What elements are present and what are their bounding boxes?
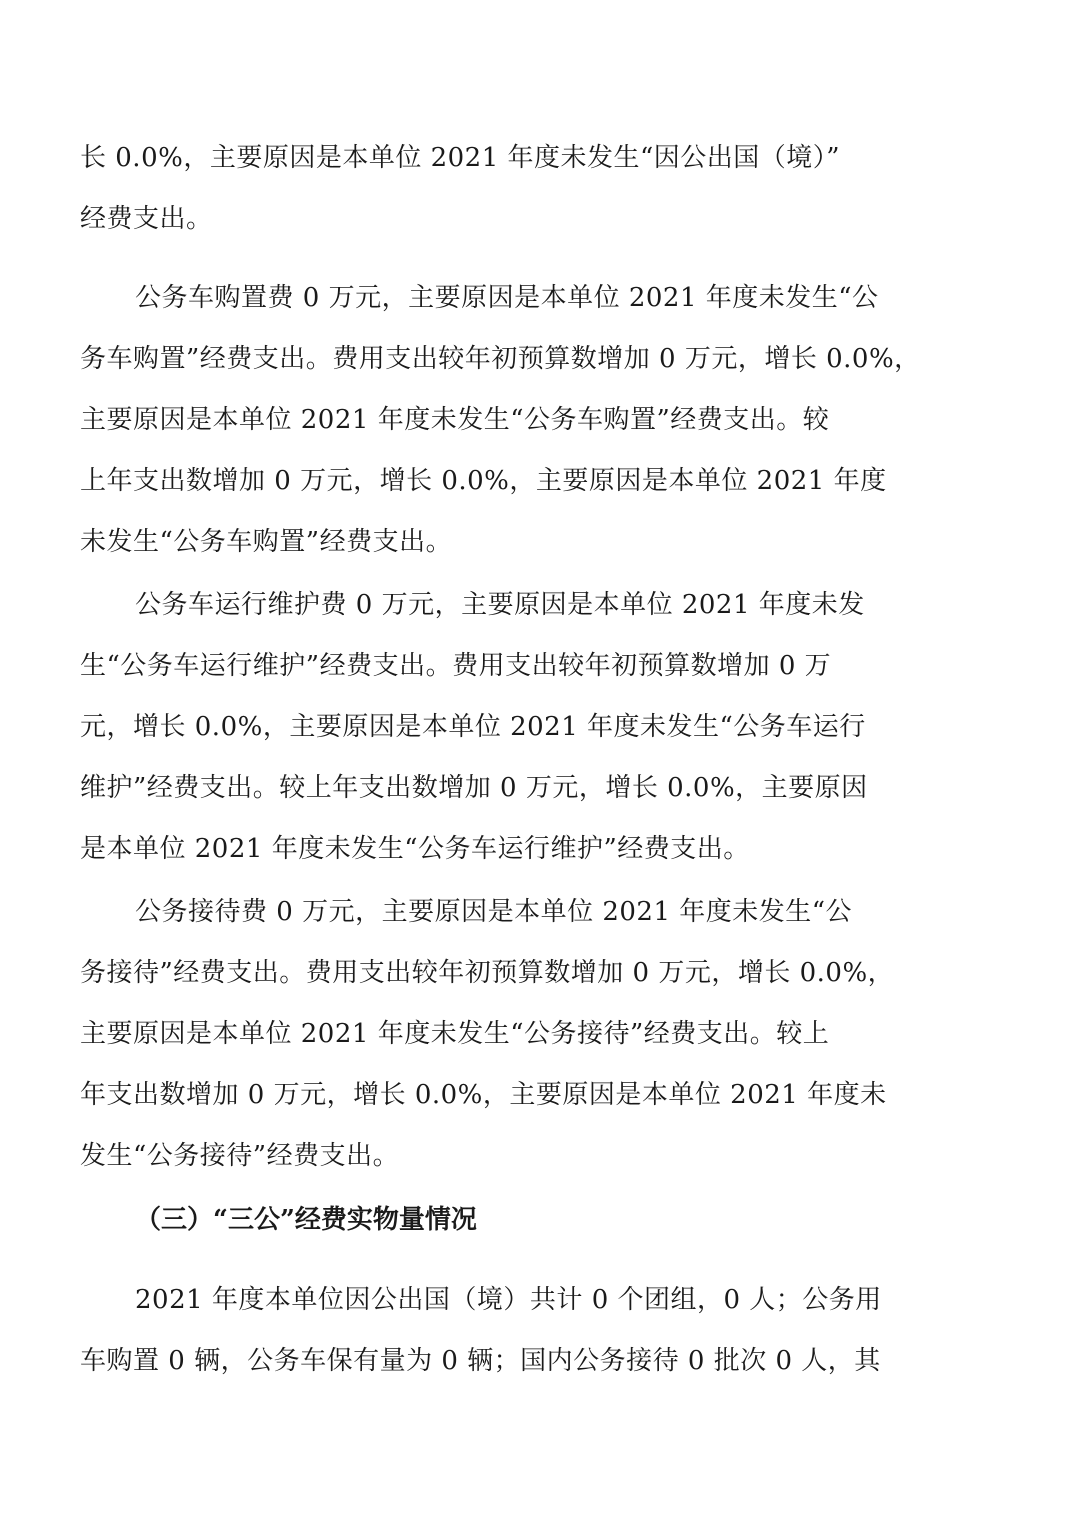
text-line: 主要原因是本单位 2021 年度未发生“公务车购置”经费支出。较 bbox=[80, 405, 830, 435]
text-line: 是本单位 2021 年度未发生“公务车运行维护”经费支出。 bbox=[80, 834, 750, 864]
text-line: 上年支出数增加 0 万元，增长 0.0%，主要原因是本单位 2021 年度 bbox=[80, 466, 887, 496]
text-line: 公务车运行维护费 0 万元，主要原因是本单位 2021 年度未发 bbox=[135, 590, 865, 620]
text-line: 发生“公务接待”经费支出。 bbox=[80, 1141, 400, 1171]
text-line: 元，增长 0.0%，主要原因是本单位 2021 年度未发生“公务车运行 bbox=[80, 712, 866, 742]
text-line: 维护”经费支出。较上年支出数增加 0 万元，增长 0.0%，主要原因 bbox=[80, 773, 868, 803]
text-line: 长 0.0%，主要原因是本单位 2021 年度未发生“因公出国（境）” bbox=[80, 143, 841, 173]
text-line: 公务接待费 0 万元，主要原因是本单位 2021 年度未发生“公 bbox=[135, 897, 853, 927]
paragraph-reception bbox=[80, 882, 910, 1187]
text-line: 经费支出。 bbox=[80, 204, 213, 234]
text-line: 务接待”经费支出。费用支出较年初预算数增加 0 万元，增长 0.0%， bbox=[80, 958, 895, 988]
paragraph-vehicle-purchase bbox=[80, 268, 921, 573]
paragraph-physical-quantity bbox=[80, 1270, 910, 1392]
text-line: 未发生“公务车购置”经费支出。 bbox=[80, 527, 453, 557]
text-line: 务车购置”经费支出。费用支出较年初预算数增加 0 万元，增长 0.0%， bbox=[80, 344, 921, 374]
text-line: 年支出数增加 0 万元，增长 0.0%，主要原因是本单位 2021 年度未 bbox=[80, 1080, 887, 1110]
section-heading: （三）“三公”经费实物量情况 bbox=[135, 1205, 477, 1235]
text-line: 主要原因是本单位 2021 年度未发生“公务接待”经费支出。较上 bbox=[80, 1019, 830, 1049]
paragraph-intro-continuation bbox=[80, 128, 910, 250]
paragraph-vehicle-maintenance bbox=[80, 575, 910, 880]
text-line: 生“公务车运行维护”经费支出。费用支出较年初预算数增加 0 万 bbox=[80, 651, 832, 681]
text-line: 2021 年度本单位因公出国（境）共计 0 个团组，0 人；公务用 bbox=[135, 1285, 882, 1315]
text-line: 车购置 0 辆，公务车保有量为 0 辆；国内公务接待 0 批次 0 人，其 bbox=[80, 1346, 881, 1376]
text-line: 公务车购置费 0 万元，主要原因是本单位 2021 年度未发生“公 bbox=[135, 283, 879, 313]
